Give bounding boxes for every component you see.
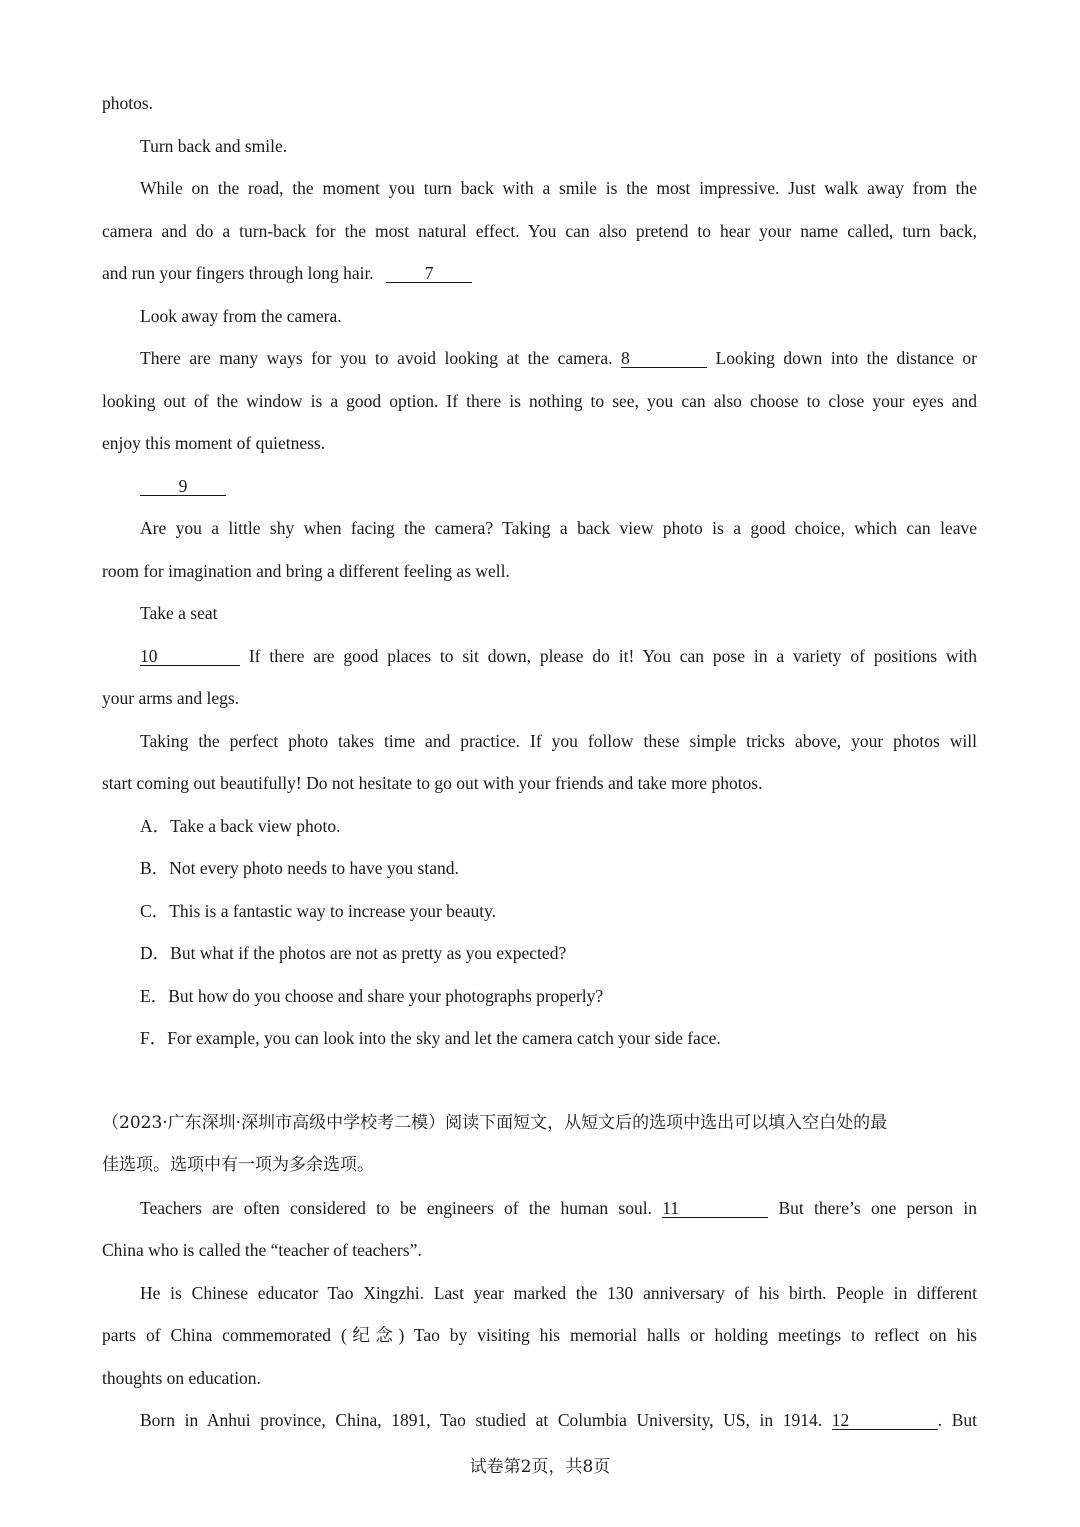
- option-letter: D．: [140, 943, 171, 963]
- paragraph-line: [102, 1399, 977, 1442]
- line-text: Looking down into the distance or: [715, 348, 977, 368]
- line-text: If there are good places to sit down, please do it! You can pose in a variety of positions with: [248, 645, 977, 666]
- option-text: For example, you can look into the sky and let the camera catch your side face.: [167, 1028, 721, 1048]
- question-header: 佳选项。选项中有一项为多余选项。: [102, 1155, 374, 1175]
- line-text: Born in Anhui province, China, 1891, Tao studied at Columbia University, US, in 1914.: [140, 1410, 823, 1430]
- option-letter: B．: [140, 858, 170, 878]
- answer-blank-11: 11: [662, 1199, 768, 1218]
- option-letter: A．: [140, 815, 171, 836]
- line-text: . But: [937, 1410, 977, 1430]
- answer-blank-12: 12: [832, 1411, 938, 1430]
- paragraph-line: parts of China commemorated (纪念) Tao by visiting his memorial halls or holding meetings to reflect on his: [102, 1325, 977, 1345]
- option-letter: C．: [140, 900, 170, 921]
- line-text: and run your fingers through long hair.: [102, 263, 374, 283]
- paragraph-line: photos.: [102, 93, 154, 113]
- option-d: [102, 932, 977, 975]
- answer-blank-9: 9: [140, 477, 226, 496]
- option-text: Take a back view photo.: [170, 815, 341, 836]
- paragraph-line: enjoy this moment of quietness.: [102, 433, 326, 453]
- paragraph-line: [102, 337, 977, 380]
- line-text: But there’s one person in: [778, 1197, 978, 1218]
- paragraph-line: China who is called the “teacher of teachers”.: [102, 1240, 422, 1260]
- paragraph-line: start coming out beautifully! Do not hesitate to go out with your friends and take more photos.: [102, 773, 763, 793]
- answer-blank-7: 7: [386, 264, 472, 283]
- paragraph-line: room for imagination and bring a different feeling as well.: [102, 560, 510, 581]
- option-f: [102, 1017, 977, 1060]
- option-text: But how do you choose and share your photographs properly?: [168, 985, 604, 1006]
- paragraph-line: While on the road, the moment you turn back with a smile is the most impressive. Just walk away from the: [140, 178, 977, 198]
- paragraph-line: your arms and legs.: [102, 688, 240, 708]
- question-header: （2023·广东深圳·深圳市高级中学校考二模）阅读下面短文，从短文后的选项中选出可以填入空白处的最: [102, 1112, 888, 1133]
- line-text: Teachers are often considered to be engineers of the human soul.: [140, 1197, 652, 1218]
- option-b: [102, 847, 977, 890]
- section-heading: Look away from the camera.: [140, 305, 342, 326]
- option-c: [102, 890, 977, 933]
- paragraph-line: [102, 252, 977, 295]
- section-heading: Turn back and smile.: [140, 135, 288, 156]
- option-letter: F．: [140, 1028, 168, 1048]
- paragraph-line: [102, 635, 977, 678]
- paragraph-line: thoughts on education.: [102, 1367, 261, 1388]
- section-heading: Take a seat: [140, 603, 218, 623]
- paragraph-line: He is Chinese educator Tao Xingzhi. Last year marked the 130 anniversary of his birth. People in different: [140, 1282, 977, 1303]
- answer-blank-8: 8: [621, 349, 707, 368]
- paragraph-line: camera and do a turn-back for the most natural effect. You can also pretend to hear your name called, turn back,: [102, 220, 977, 241]
- paragraph-line: [102, 1187, 977, 1230]
- option-a: [102, 805, 977, 848]
- document-page: [102, 82, 977, 1442]
- section-heading: [102, 465, 977, 508]
- option-text: Not every photo needs to have you stand.: [169, 858, 459, 878]
- option-text: This is a fantastic way to increase your beauty.: [169, 900, 497, 921]
- paragraph-line: Are you a little shy when facing the camera? Taking a back view photo is a good choice, which can leave: [140, 518, 977, 538]
- paragraph-line: Taking the perfect photo takes time and practice. If you follow these simple tricks above, your photos will: [140, 730, 977, 751]
- page-footer: 试卷第2页，共8页: [469, 1457, 611, 1477]
- line-text: There are many ways for you to avoid looking at the camera.: [140, 348, 613, 368]
- paragraph-line: looking out of the window is a good option. If there is nothing to see, you can also choose to close your eyes and: [102, 390, 977, 411]
- option-e: [102, 975, 977, 1018]
- option-letter: E．: [140, 985, 169, 1006]
- option-text: But what if the photos are not as pretty as you expected?: [170, 943, 567, 963]
- answer-blank-10: 10: [140, 647, 240, 666]
